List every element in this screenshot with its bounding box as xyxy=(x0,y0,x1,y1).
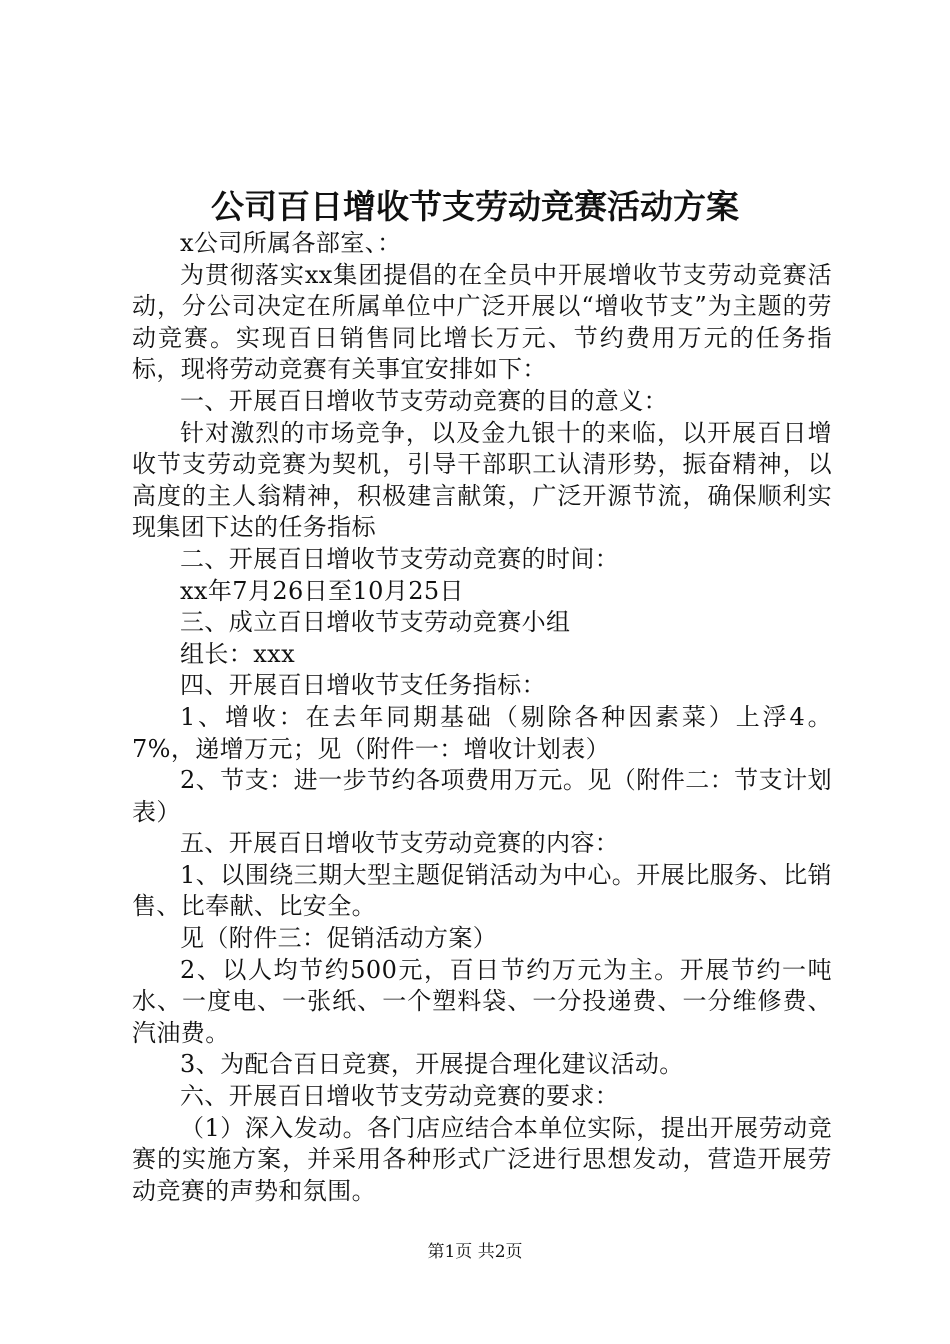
document-body xyxy=(132,228,832,1207)
section-2-date: xx年7月26日至10月25日 xyxy=(180,576,464,605)
document-title: 公司百日增收节支劳动竞赛活动方案 xyxy=(211,187,739,226)
intro-paragraph: 为贯彻落实xx集团提倡的在全员中开展增收节支劳动竞赛活动，分公司决定在所属单位中广泛开展以“增收节支”为主题的劳动竞赛。实现百日销售同比增长万元、节约费用万元的任务指标，现将劳动竞赛有关事宜安排如下： xyxy=(132,260,832,384)
section-6-item-1: （1）深入发动。各门店应结合本单位实际，提出开展劳动竞赛的实施方案，并采用各种形式广泛进行思想发动，营造开展劳动竞赛的声势和氛围。 xyxy=(132,1113,832,1205)
section-1-body: 针对激烈的市场竞争，以及金九银十的来临，以开展百日增收节支劳动竞赛为契机，引导干部职工认清形势，振奋精神，以高度的主人翁精神，积极建言献策，广泛开源节流，确保顺利实现集团下达的任务指标 xyxy=(132,418,832,542)
section-3-leader: 组长：xxx xyxy=(180,639,296,668)
section-heading-1: 一、开展百日增收节支劳动竞赛的目的意义： xyxy=(180,386,668,415)
section-heading-4: 四、开展百日增收节支任务指标： xyxy=(180,671,546,700)
section-4-item-1: 1、增收：在去年同期基础（剔除各种因素菜）上浮4。7%，递增万元；见（附件一：增收计划表） xyxy=(132,702,832,763)
section-5-item-3: 3、为配合百日竞赛，开展提合理化建议活动。 xyxy=(180,1050,684,1079)
section-heading-2: 二、开展百日增收节支劳动竞赛的时间： xyxy=(180,544,620,573)
section-heading-5: 五、开展百日增收节支劳动竞赛的内容： xyxy=(180,829,620,858)
section-5-attachment: 见（附件三：促销活动方案） xyxy=(180,924,498,953)
section-5-item-1: 1、以围绕三期大型主题促销活动为中心。开展比服务、比销售、比奉献、比安全。 xyxy=(132,860,832,921)
salutation: x公司所属各部室、： xyxy=(180,229,402,257)
section-heading-3: 三、成立百日增收节支劳动竞赛小组 xyxy=(180,608,571,637)
section-4-item-2: 2、节支：进一步节约各项费用万元。见（附件二：节支计划表） xyxy=(132,766,832,826)
section-5-item-2: 2、以人均节约500元，百日节约万元为主。开展节约一吨水、一度电、一张纸、一个塑料袋、一分投递费、一分维修费、汽油费。 xyxy=(132,955,832,1047)
page-footer: 第1页 共2页 xyxy=(427,1242,523,1262)
section-heading-6: 六、开展百日增收节支劳动竞赛的要求： xyxy=(180,1082,620,1111)
